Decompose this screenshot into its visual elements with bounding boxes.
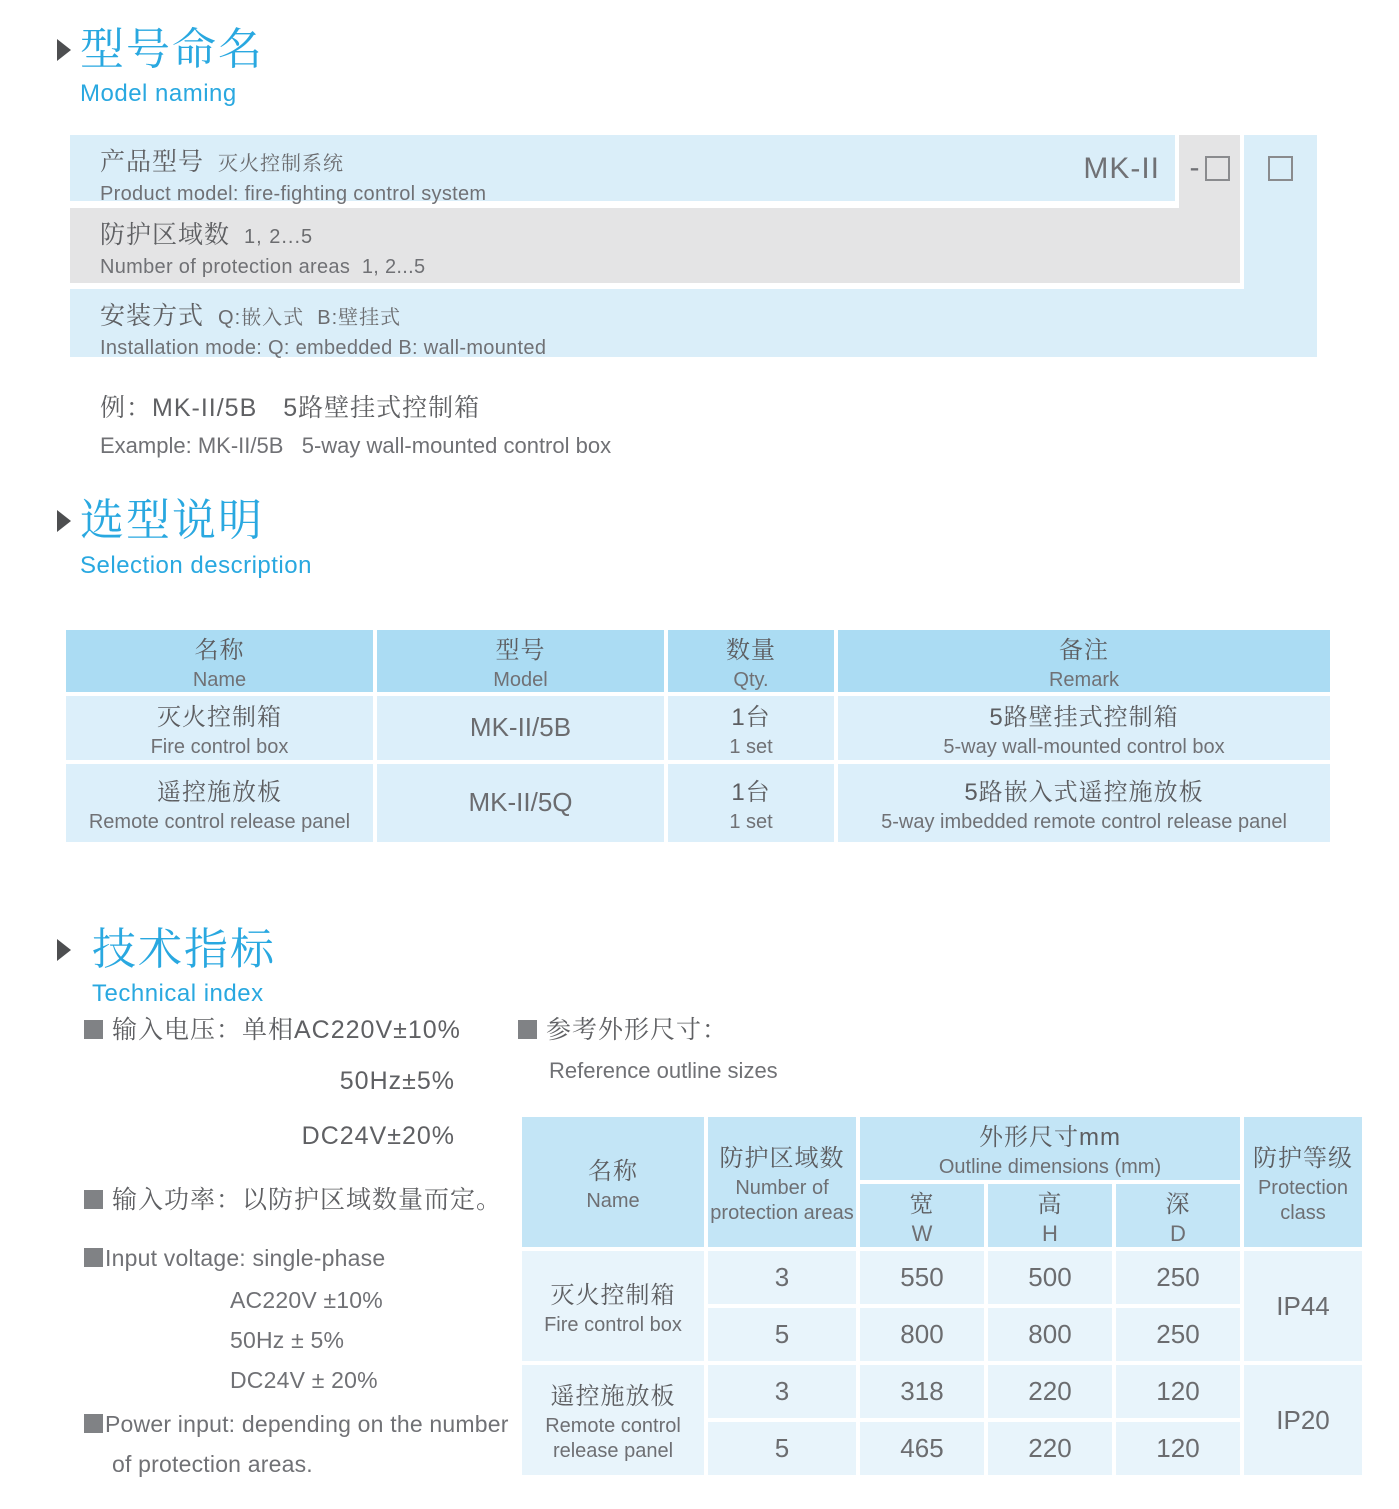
table-row (522, 1251, 1362, 1304)
model-code-areas-placeholder (1179, 135, 1240, 201)
diagram-row-product-model (70, 135, 1175, 206)
section-title-en: Technical index (92, 980, 264, 1008)
spec-input-voltage-zh: 输入电压：单相AC220V±10% (84, 1010, 539, 1046)
dash-glyph: - (1189, 151, 1200, 185)
cell-width: 800 (860, 1308, 984, 1361)
example-block (100, 388, 1399, 459)
placeholder-box-icon (1268, 156, 1293, 181)
cell-height: 220 (988, 1365, 1112, 1418)
cell-depth: 120 (1116, 1422, 1240, 1475)
cell-depth: 120 (1116, 1365, 1240, 1418)
dim-header-row-1 (522, 1117, 1362, 1180)
selection-table-header-row (66, 630, 1330, 692)
cell-width: 550 (860, 1251, 984, 1304)
bullet-square-icon (84, 1190, 103, 1209)
cell-protection-class: IP20 (1244, 1365, 1362, 1475)
diagram-row-protection-areas (70, 208, 1240, 283)
spec-dc24v-en: DC24V ± 20% (230, 1367, 378, 1394)
section-model-naming-heading (57, 26, 1399, 108)
col-header-width: 宽 W (860, 1184, 984, 1247)
table-row (522, 1365, 1362, 1418)
col-header-name: 名称 Name (522, 1117, 704, 1247)
section-title-zh: 型号命名 (80, 25, 264, 74)
cell-protection-class: IP44 (1244, 1251, 1362, 1361)
cell-width: 465 (860, 1422, 984, 1475)
technical-specs (84, 1010, 539, 1479)
cell-height: 500 (988, 1251, 1112, 1304)
col-header-height: 高 H (988, 1184, 1112, 1247)
outline-label-en: Reference outline sizes (549, 1058, 778, 1084)
section-technical-heading (57, 926, 1399, 1008)
bullet-square-icon (518, 1020, 537, 1039)
spec-ac220v-en: AC220V ±10% (230, 1287, 383, 1314)
cell-areas: 5 (708, 1422, 856, 1475)
row-label-zh: 安装方式 (100, 302, 205, 331)
col-header-qty: 数量 Qty. (668, 630, 834, 692)
cell-name: 遥控施放板 Remote control release panel (66, 764, 373, 842)
section-selection-heading (57, 497, 1399, 579)
dimensions-table (518, 1113, 1366, 1479)
row-label-zh: 产品型号 (100, 148, 205, 177)
cell-qty: 1台 1 set (668, 696, 834, 760)
table-row (66, 764, 1330, 842)
col-header-name: 名称 Name (66, 630, 373, 692)
col-header-remark: 备注 Remark (838, 630, 1330, 692)
spec-power-input-en: Power input: depending on the number (84, 1411, 539, 1438)
example-en: Example: MK-II/5B 5-way wall-mounted control box (100, 433, 612, 459)
cell-height: 800 (988, 1308, 1112, 1361)
cell-remark: 5路壁挂式控制箱 5-way wall-mounted control box (838, 696, 1330, 760)
bullet-square-icon (84, 1248, 103, 1267)
row-note: 1, 2...5 (244, 226, 314, 249)
spec-input-voltage-en: Input voltage: single-phase (84, 1245, 539, 1272)
bullet-square-icon (84, 1020, 103, 1039)
row-label-en: Installation mode: Q: embedded B: wall-mounted (100, 337, 547, 360)
cell-width: 318 (860, 1365, 984, 1418)
cell-height: 220 (988, 1422, 1112, 1475)
cell-areas: 3 (708, 1251, 856, 1304)
section-title-zh: 技术指标 (92, 924, 276, 974)
row-note: 灭火控制系统 (218, 153, 345, 176)
spec-power-input-en-2: of protection areas. (112, 1451, 313, 1478)
row-label-zh: 防护区域数 (100, 221, 231, 250)
section-title-zh: 选型说明 (80, 496, 264, 546)
row-label-en: Product model: fire-fighting control system (100, 183, 487, 206)
section-title-en: Selection description (80, 551, 312, 579)
cell-areas: 3 (708, 1365, 856, 1418)
cell-model: MK-II/5B (377, 696, 664, 760)
model-naming-diagram (70, 135, 1317, 360)
outline-sizes-block (518, 1010, 1366, 1479)
bullet-square-icon (84, 1414, 103, 1433)
table-row (66, 696, 1330, 760)
example-zh: 例：MK-II/5B 5路壁挂式控制箱 (100, 394, 481, 423)
spec-dc24v-zh: DC24V±20% (301, 1122, 455, 1151)
cell-areas: 5 (708, 1308, 856, 1361)
cell-depth: 250 (1116, 1251, 1240, 1304)
cell-depth: 250 (1116, 1308, 1240, 1361)
section-arrow-icon (57, 939, 71, 961)
placeholder-box-icon (1205, 156, 1230, 181)
spec-50hz-en: 50Hz ± 5% (230, 1327, 345, 1354)
col-header-outline-dims: 外形尺寸mm Outline dimensions (mm) (860, 1117, 1240, 1180)
col-header-areas: 防护区域数 Number of protection areas (708, 1117, 856, 1247)
selection-table (62, 626, 1334, 846)
technical-columns (0, 1010, 1399, 1479)
model-code-label: MK-II (1083, 152, 1160, 186)
cell-name: 灭火控制箱 Fire control box (522, 1251, 704, 1361)
model-code-mode-placeholder (1244, 135, 1317, 201)
row-note: Q:嵌入式 B:壁挂式 (218, 307, 402, 330)
col-header-model: 型号 Model (377, 630, 664, 692)
row-label-en: Number of protection areas 1, 2...5 (100, 256, 426, 279)
cell-qty: 1台 1 set (668, 764, 834, 842)
cell-name: 灭火控制箱 Fire control box (66, 696, 373, 760)
outline-label-zh: 参考外形尺寸： (518, 1010, 1366, 1046)
col-header-protection-class: 防护等级 Protection class (1244, 1117, 1362, 1247)
spec-50hz-zh: 50Hz±5% (339, 1067, 455, 1096)
spec-power-input-zh: 输入功率：以防护区域数量而定。 (84, 1180, 539, 1216)
cell-model: MK-II/5Q (377, 764, 664, 842)
section-arrow-icon (57, 39, 71, 61)
diagram-row-installation-mode (70, 289, 1317, 360)
section-title-en: Model naming (80, 80, 237, 108)
cell-name: 遥控施放板 Remote control release panel (522, 1365, 704, 1475)
cell-remark: 5路嵌入式遥控施放板 5-way imbedded remote control release panel (838, 764, 1330, 842)
col-header-depth: 深 D (1116, 1184, 1240, 1247)
section-arrow-icon (57, 510, 71, 532)
